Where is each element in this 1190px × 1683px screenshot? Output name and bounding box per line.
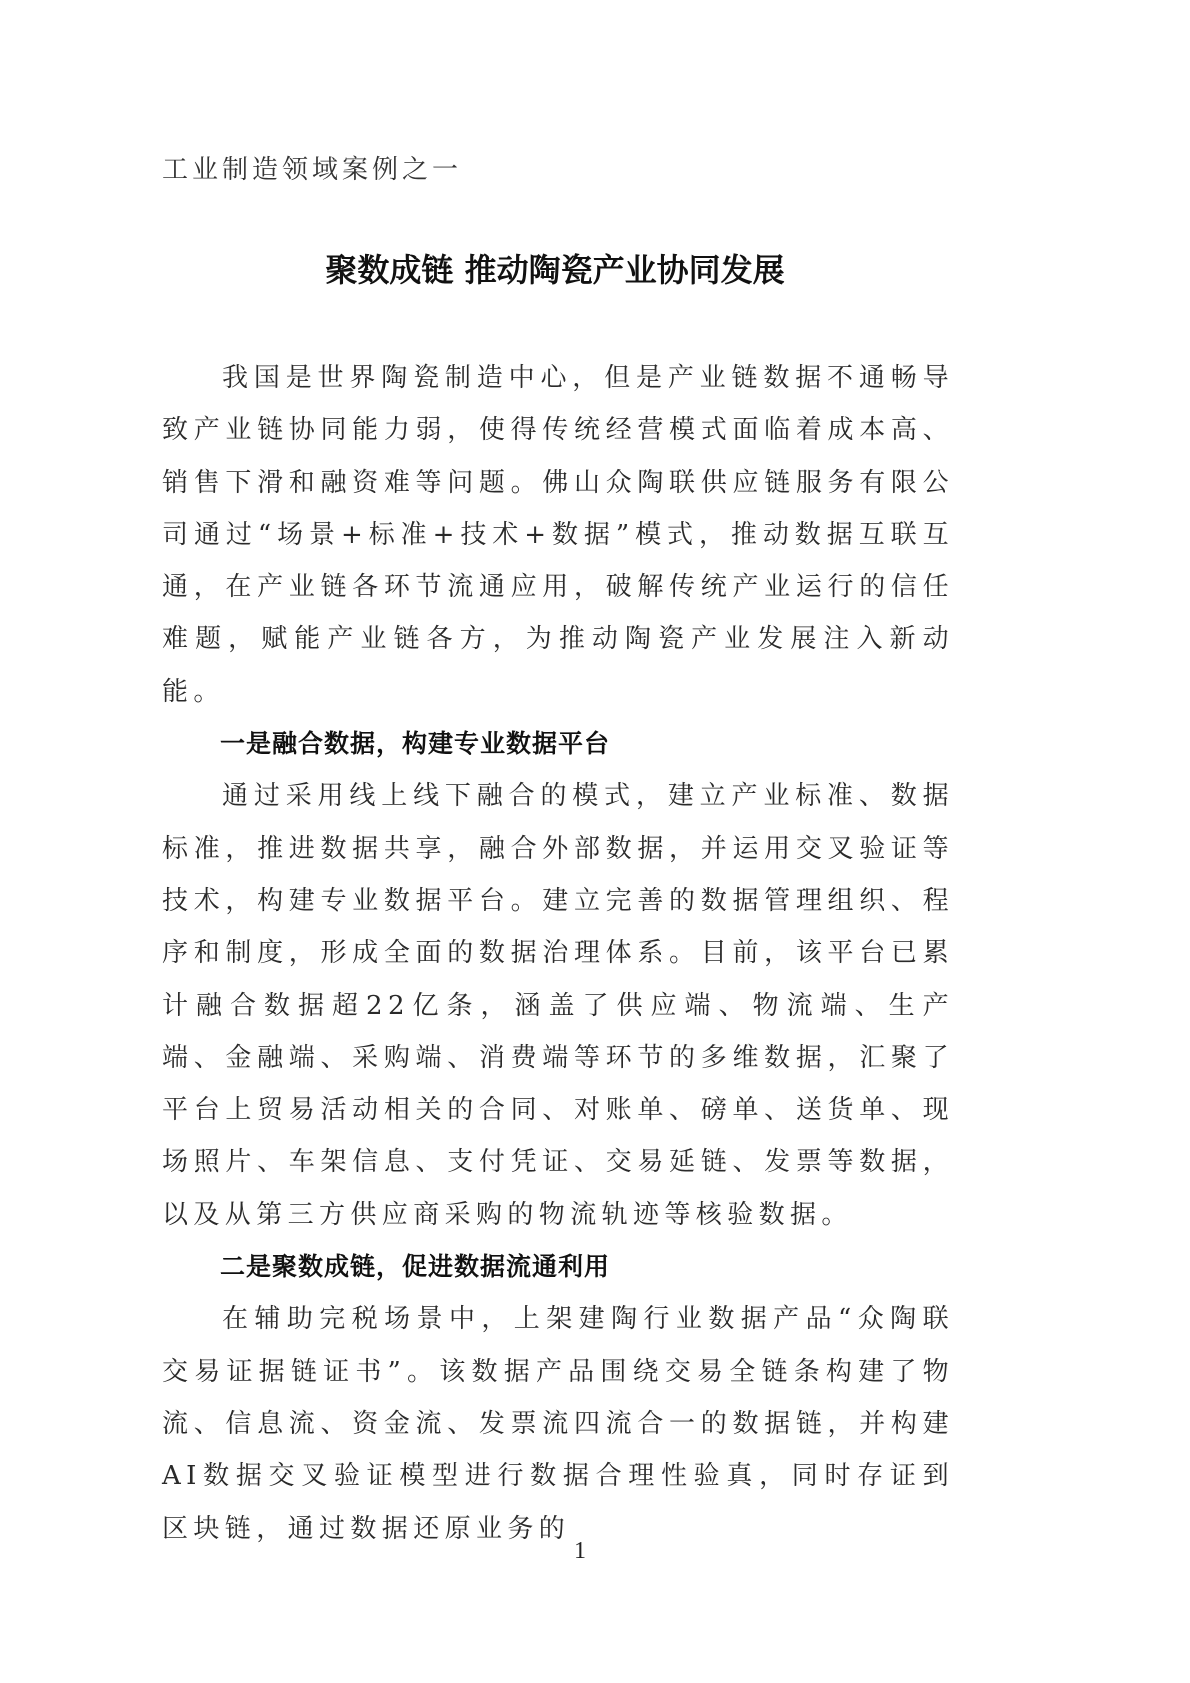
section-paragraph-1: 通过采用线上线下融合的模式，建立产业标准、数据标准，推进数据共享，融合外部数据，并运用交叉验证等技术，构建专业数据平台。建立完善的数据管理组织、程序和制度，形成全面的数据治理体系。目前，该平台已累计融合数据超22亿条，涵盖了供应端、物流端、生产端、金融端、采购端、消费端等环节的多维数据，汇聚了平台上贸易活动相关的合同、对账单、磅单、送货单、现场照片、车架信息、支付凭证、交易延链、发票等数据，以及从第三方供应商采购的物流轨迹等核验数据。 bbox=[162, 781, 954, 1230]
document-body bbox=[162, 352, 954, 1555]
intro-paragraph: 我国是世界陶瓷制造中心，但是产业链数据不通畅导致产业链协同能力弱，使得传统经营模式面临着成本高、销售下滑和融资难等问题。佛山众陶联供应链服务有限公司通过“场景+标准+技术+数据”模式，推动数据互联互通，在产业链各环节流通应用，破解传统产业运行的信任难题，赋能产业链各方，为推动陶瓷产业发展注入新动能。 bbox=[162, 363, 954, 707]
case-category-label: 工业制造领域案例之一 bbox=[162, 155, 463, 185]
section-heading-2: 二是聚数成链，促进数据流通利用 bbox=[220, 1252, 611, 1282]
page-number: 1 bbox=[574, 1538, 586, 1564]
document-title: 聚数成链 推动陶瓷产业协同发展 bbox=[325, 251, 785, 289]
section-heading-1: 一是融合数据，构建专业数据平台 bbox=[220, 729, 611, 759]
section-paragraph-2: 在辅助完税场景中，上架建陶行业数据产品“众陶联交易证据链证书”。该数据产品围绕交易全链条构建了物流、信息流、资金流、发票流四流合一的数据链，并构建AI数据交叉验证模型进行数据合理性验真，同时存证到区块链，通过数据还原业务的 bbox=[162, 1304, 954, 1544]
